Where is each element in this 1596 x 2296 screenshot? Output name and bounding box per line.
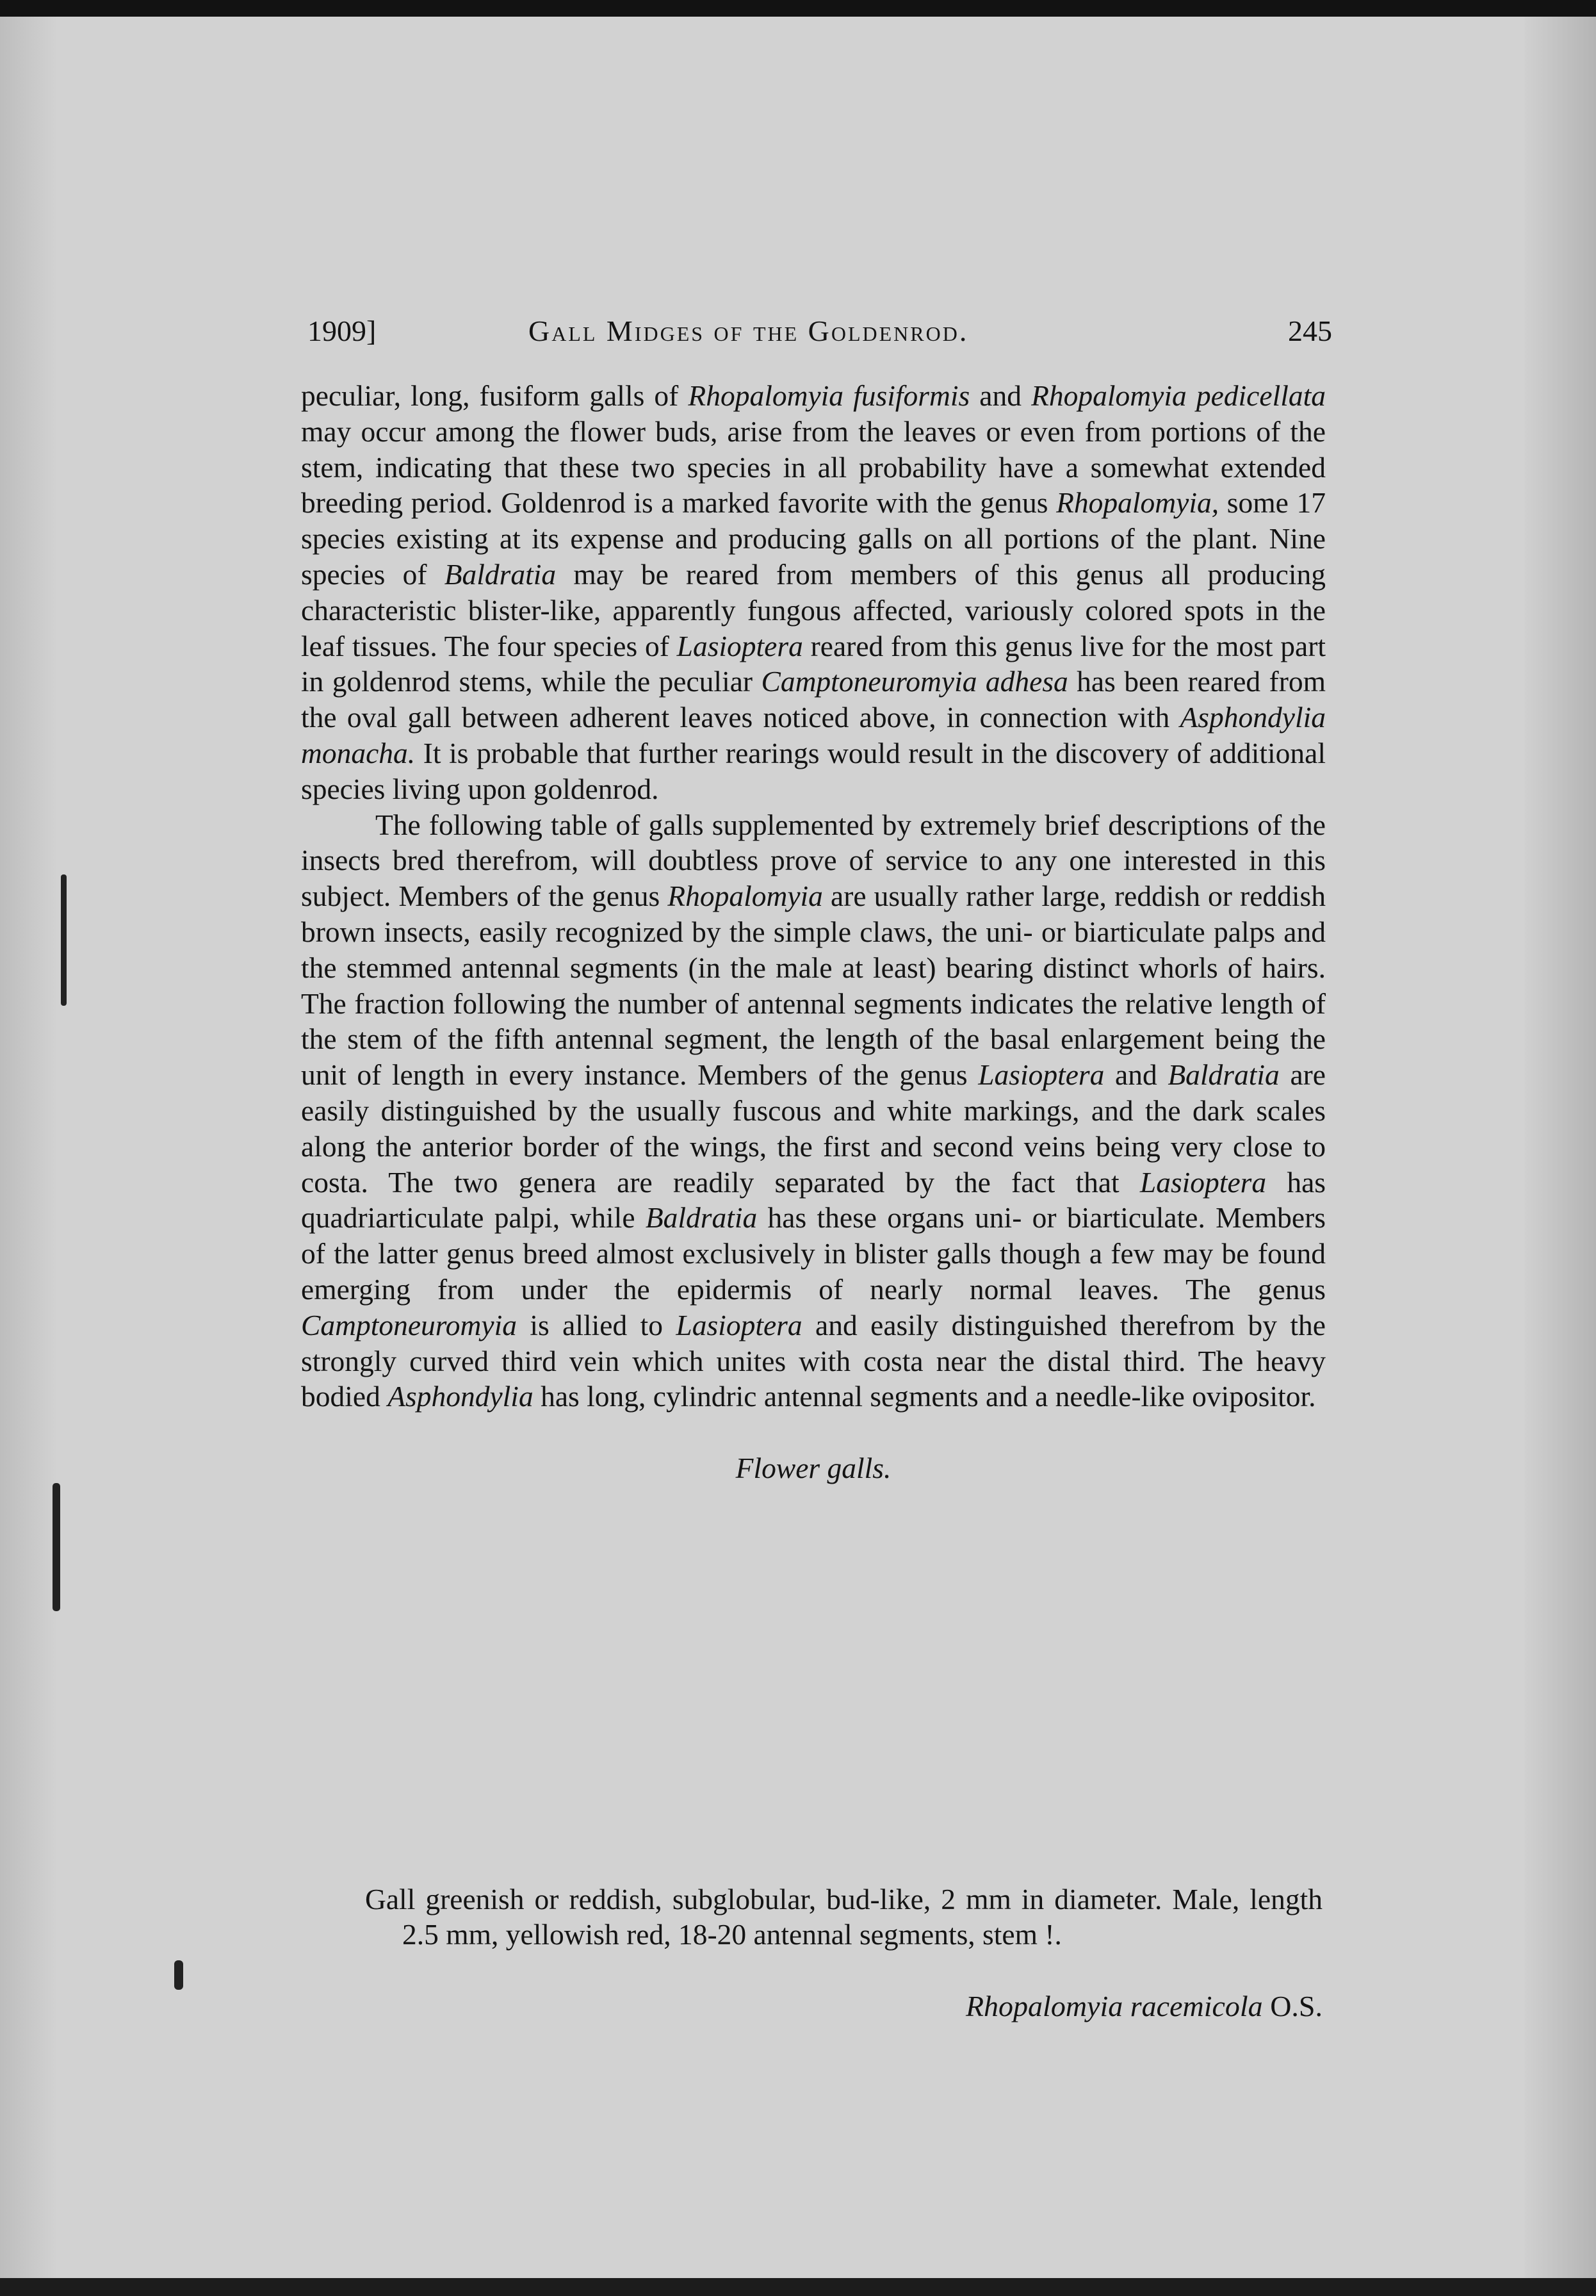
binding-mark-upper (61, 874, 67, 1006)
paragraph-1: peculiar, long, fusiform galls of Rhopalomyia fusiformis and Rhopalomyia pedicellata may occur among the flower buds, arise from the leaves or even from portions of the stem, indicating that these two species in all probability have a somewhat extended breeding period. Goldenrod is a marked favorite with the genus Rhopalomyia, some 17 species existing at its expense and producing galls on all portions of the plant. Nine species of Baldratia may be reared from members of this genus all producing characteristic blister-like, apparently fungous affected, variously colored spots in the leaf tissues. The four species of Lasioptera reared from this genus live for the most part in goldenrod stems, while the peculiar Camptoneuromyia adhesa has been reared from the oval gall between adherent leaves noticed above, in connection with Asphondylia monacha. It is probable that further rearings would result in the discovery of additional species living upon goldenrod. (301, 379, 1326, 805)
header-title: Gall Midges of the Goldenrod. (528, 315, 969, 347)
species-name: Rhopalomyia racemicola (965, 1990, 1263, 2022)
gall-description: Gall greenish or reddish, subglobular, bud-like, 2 mm in diameter. Male, length 2.5 mm, yellowish red, 18-20 antennal segments, stem !. (365, 1883, 1323, 1951)
paragraph-2: The following table of galls supplemented by extremely brief descriptions of the insects bred therefrom, will doubtless prove of service to any one interested in this subject. Members of the genus Rhopalomyia are usually rather large, reddish or reddish brown insects, easily recognized by the simple claws, the uni- or biarticulate palps and the stemmed antennal segments (in the male at least) bearing distinct whorls of hairs. The fraction following the number of antennal segments indicates the relative length of the stem of the fifth antennal segment, the length of the basal enlargement being the unit of length in every instance. Members of the genus Lasioptera and Baldratia are easily distinguished by the usually fuscous and white markings, and the dark scales along the anterior border of the wings, the first and second veins being very close to costa. The two genera are readily separated by the fact that Lasioptera has quadriarticulate palpi, while Baldratia has these organs uni- or biarticulate. Members of the latter genus breed almost exclusively in blister galls though a few may be found emerging from under the epidermis of nearly normal leaves. The genus Camptoneuromyia is allied to Lasioptera and easily distinguished therefrom by the strongly curved third vein which unites with costa near the distal third. The heavy bodied Asphondylia has long, cylindric antennal segments and a needle-like ovipositor. (301, 808, 1326, 1413)
scan-speck (174, 1960, 183, 1990)
scan-bottom-border (0, 2278, 1596, 2296)
page-number: 245 (1288, 315, 1332, 347)
body-text (301, 378, 1326, 1486)
binding-mark-lower (53, 1483, 60, 1611)
scan-left-shadow (0, 17, 58, 2278)
species-attribution (833, 1987, 1323, 2026)
section-subheading: Flower galls. (735, 1452, 892, 1485)
scan-top-border (0, 0, 1596, 17)
species-author: O.S. (1270, 1990, 1323, 2022)
gall-entry (365, 1882, 1323, 1952)
scan-right-shadow (1524, 17, 1596, 2278)
header-year: 1909] (307, 315, 377, 347)
running-header (307, 309, 1332, 354)
